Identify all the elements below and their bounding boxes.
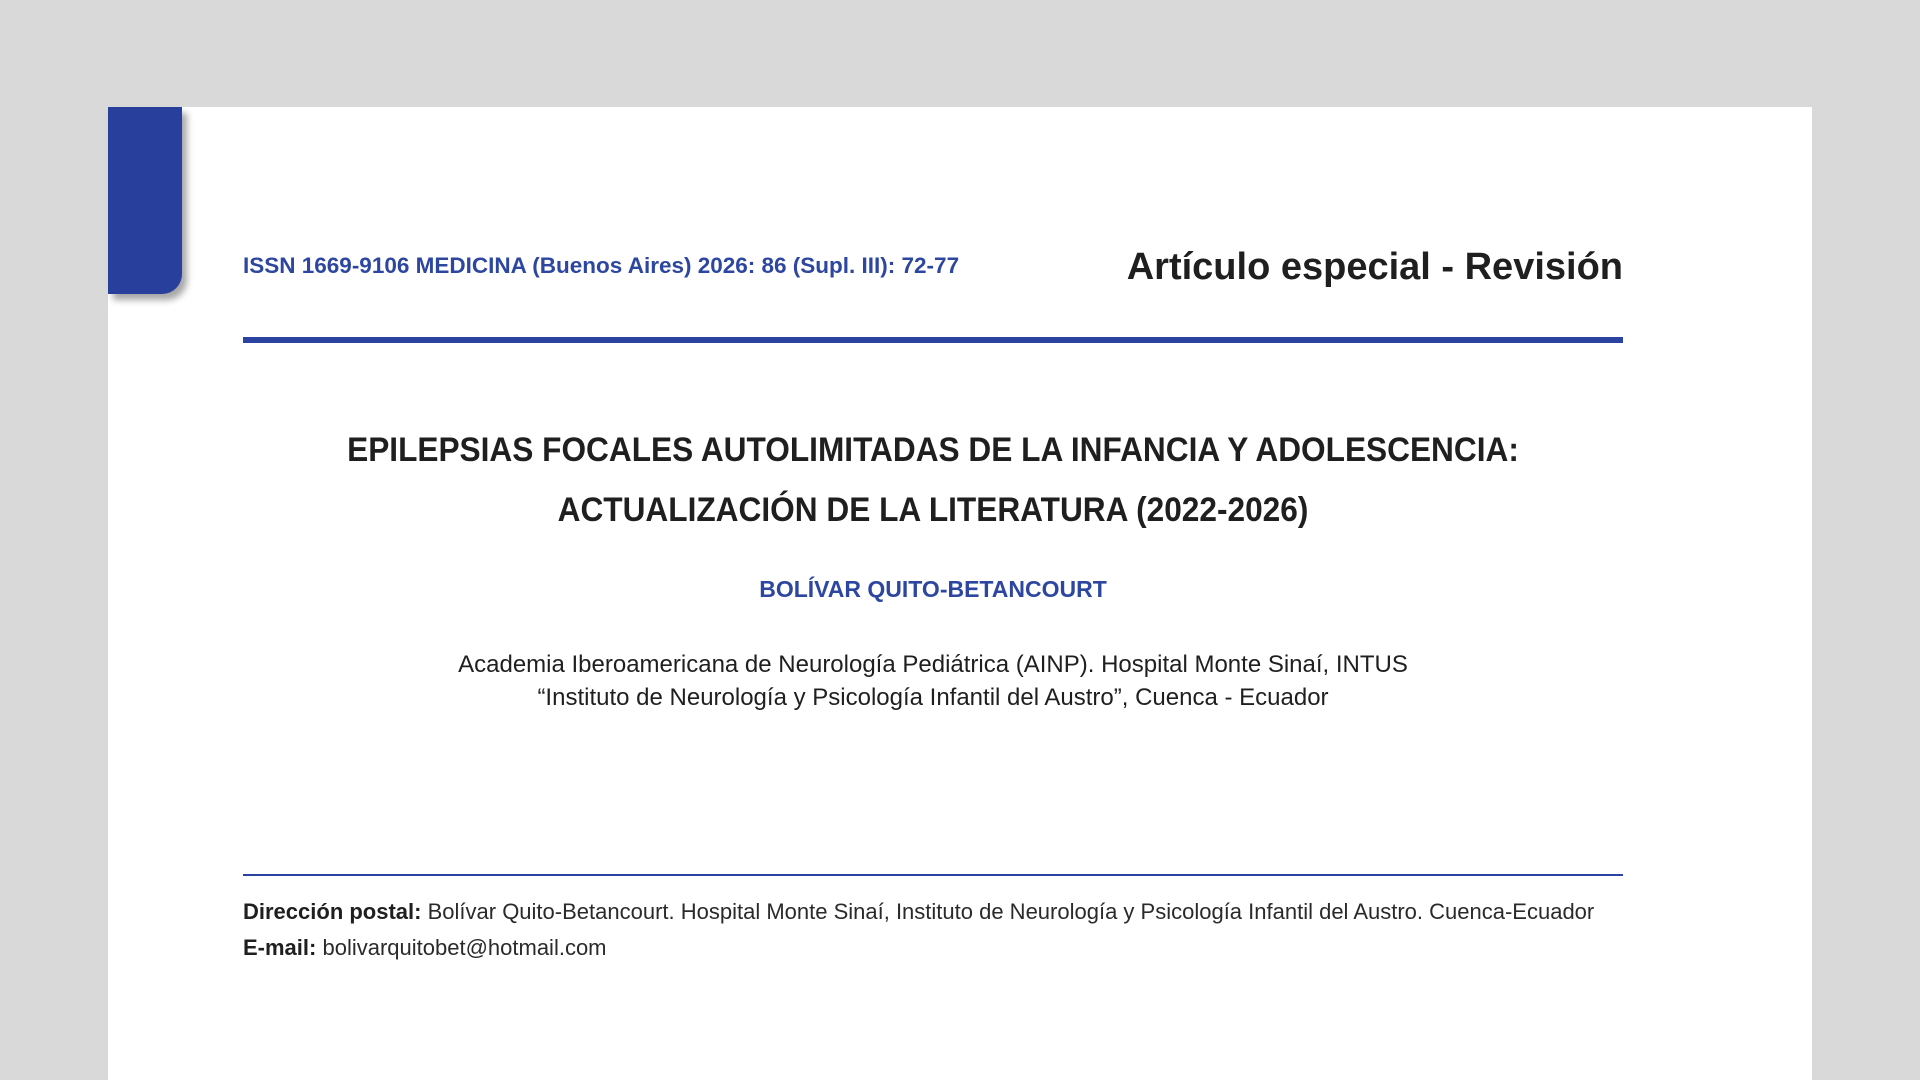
journal-reference: ISSN 1669-9106 MEDICINA (Buenos Aires) 2026: 86 (Supl. III): 72-77 (243, 253, 960, 278)
article-title (291, 420, 1574, 540)
footnote-divider (243, 874, 1623, 876)
email-label: E-mail: (243, 935, 317, 960)
author-affiliation (243, 648, 1623, 714)
postal-address-value: Bolívar Quito-Betancourt. Hospital Monte Sinaí, Instituto de Neurología y Psicología Infantil del Austro. Cuenca-Ecuador (427, 899, 1595, 924)
article-title-line-1: EPILEPSIAS FOCALES AUTOLIMITADAS DE LA INFANCIA Y ADOLESCENCIA: (347, 431, 1519, 469)
contact-block (243, 894, 1623, 966)
affiliation-line-1: Academia Iberoamericana de Neurología Pediátrica (AINP). Hospital Monte Sinaí, INTUS (458, 651, 1408, 678)
corner-tab (108, 107, 182, 294)
section-label: Artículo especial - Revisión (1126, 246, 1623, 288)
header-divider (243, 337, 1623, 343)
postal-address-label: Dirección postal: (243, 899, 422, 924)
affiliation-line-2: “Instituto de Neurología y Psicología Infantil del Austro”, Cuenca - Ecuador (537, 684, 1329, 711)
email-line (243, 930, 1623, 966)
author-name: BOLÍVAR QUITO-BETANCOURT (759, 576, 1107, 602)
article-title-line-2: ACTUALIZACIÓN DE LA LITERATURA (2022-2026) (557, 491, 1309, 529)
email-value: bolivarquitobet@hotmail.com (322, 935, 607, 960)
postal-address (243, 894, 1623, 930)
